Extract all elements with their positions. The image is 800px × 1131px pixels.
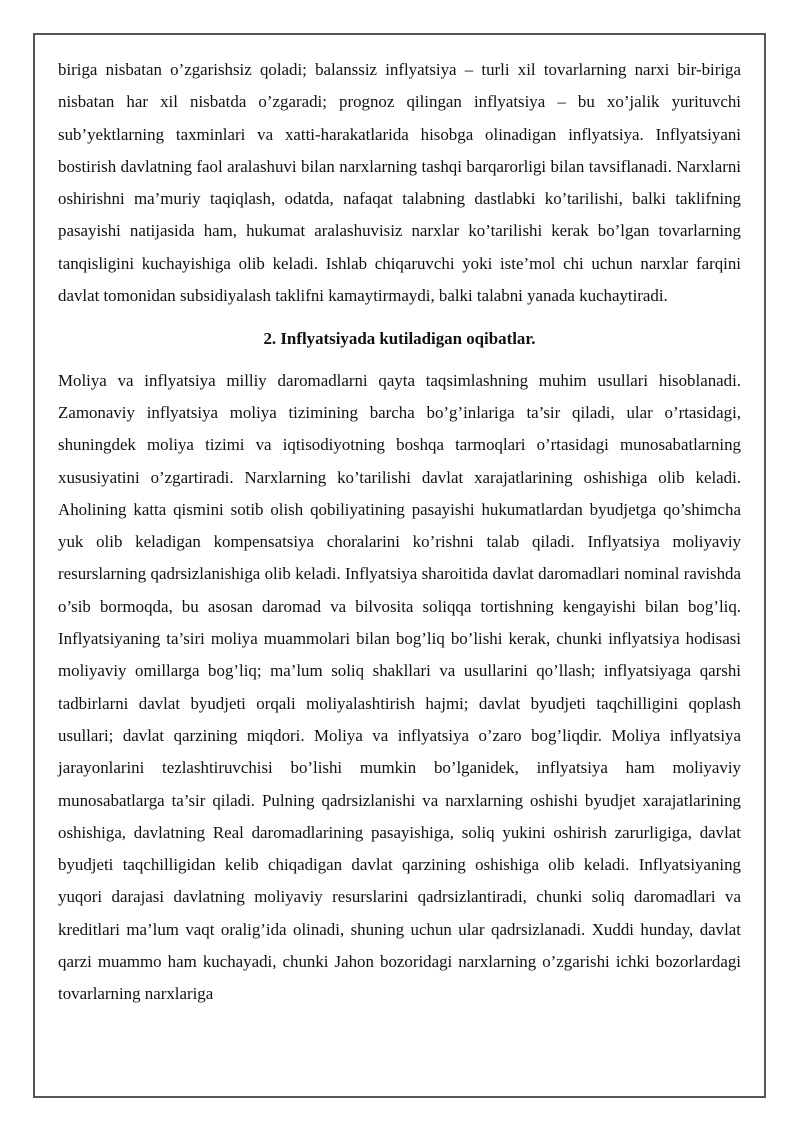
paragraph-2: Moliya va inflyatsiya milliy daromadlarni qayta taqsimlashning muhim usullari hisoblanadi. Zamonaviy inflyatsiya moliya tizimining barcha bo’g’inlariga ta’sir qiladi, ular o’rtasidagi, shuningdek moliya tizimi va iqtisodiyotning boshqa tarmoqlari o’rtasidagi munosabatlarning xususiyatini o’zgartiradi. Narxlarning ko’tarilishi davlat xarajatlarining oshishiga olib keladi. Aholining katta qismini sotib olish qobiliyatining pasayishi hukumatlardan byudjetga qo’shimcha yuk olib keladigan kompensatsiya choralarini ko’rishni talab qiladi. Inflyatsiya moliyaviy resurslarning qadrsizlanishiga olib keladi. Inflyatsiya sharoitida davlat daromadlari nominal ravishda o’sib bormoqda, bu asosan daromad va bilvosita soliqqa tortishning kengayishi bilan bog’liq. Inflyatsiyaning ta’siri moliya muammolari bilan bog’liq bo’lishi kerak, chunki inflyatsiya hodisasi moliyaviy omillarga bog’liq; ma’lum soliq shakllari va usullarini qo’llash; inflyatsiyaga qarshi tadbirlarni davlat byudjeti orqali moliyalashtirish hajmi; davlat byudjeti taqchilligini qoplash usullari; davlat qarzining miqdori. Moliya va inflyatsiya o’zaro bog’liqdir. Moliya inflyatsiya jarayonlarini tezlashtiruvchisi bo’lishi mumkin bo’lganidek, inflyatsiya ham moliyaviy munosabatlarga ta’sir qiladi. Pulning qadrsizlanishi va narxlarning oshishi byudjet xarajatlarining oshishiga, davlatning Real daromadlarining pasayishiga, soliq yukini oshirish zarurligiga, davlat byudjeti taqchilligidan kelib chiqadigan davlat qarzining oshishiga olib keladi. Inflyatsiyaning yuqori darajasi davlatning moliyaviy resurslarini qadrsizlantiradi, chunki soliq daromadlari va kreditlari ma’lum vaqt oralig’ida olinadi, shuning uchun ular qadrsizlanadi. Xuddi hunday, davlat qarzi muammo ham kuchayadi, chunki Jahon bozoridagi narxlarning o’zgarishi ichki bozorlardagi tovarlarning narxlariga <box>58 370 741 1004</box>
section-heading: 2. Inflyatsiyada kutiladigan oqibatlar. <box>263 329 536 349</box>
paragraph-1: biriga nisbatan o’zgarishsiz qoladi; balanssiz inflyatsiya – turli xil tovarlarning narxi bir-biriga nisbatan har xil nisbatda o’zgaradi; prognoz qilingan inflyatsiya – bu xo’jalik yurituvchi sub’yektlarning taxminlari va xatti-harakatlarida hisobga olinadigan inflyatsiya. Inflyatsiyani bostirish davlatning faol aralashuvi bilan narxlarning tashqi barqarorligi bilan tavsiflanadi. Narxlarni oshirishni ma’muriy taqiqlash, odatda, nafaqat talabning dastlabki ko’tarilishi, balki taklifning pasayishi natijasida ham, hukumat aralashuvisiz narxlar ko’tarilishi kerak bo’lgan tovarlarning tanqisligini kuchayishiga olib keladi. Ishlab chiqaruvchi yoki iste’mol chi uchun narxlar farqini davlat tomonidan subsidiyalash taklifni kamaytirmaydi, balki talabni yanada kuchaytiradi. <box>58 60 741 306</box>
document-body <box>58 54 741 1011</box>
